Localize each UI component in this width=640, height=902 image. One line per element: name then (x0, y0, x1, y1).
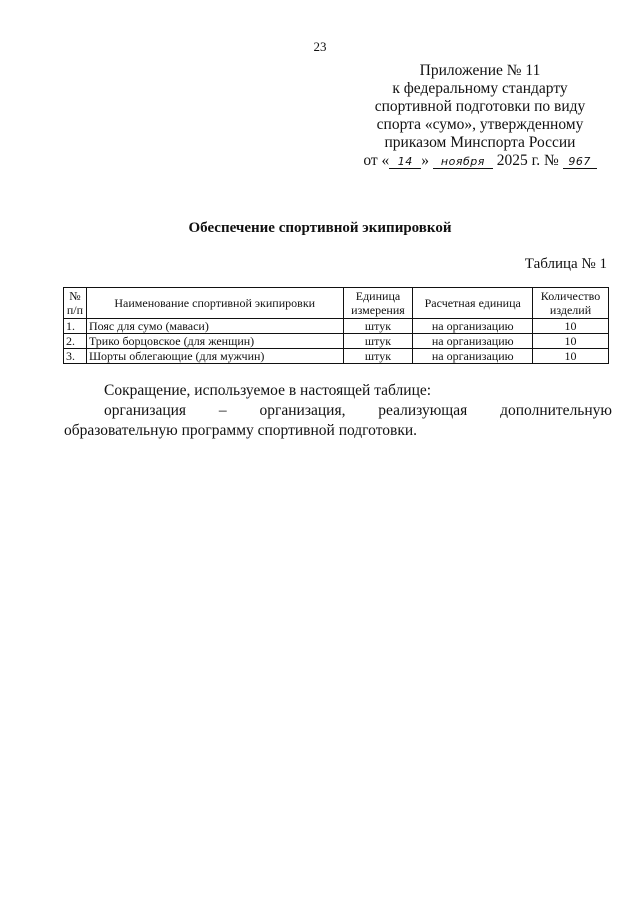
date-mid: » (421, 152, 430, 169)
cell-number: 3. (64, 349, 87, 364)
header-number: № п/п (64, 288, 87, 319)
handwritten-day: 14 (389, 156, 421, 169)
appendix-line: Приложение № 11 (419, 62, 541, 79)
page-number: 23 (313, 39, 327, 54)
handwritten-order-number: 967 (563, 156, 597, 169)
table-note (64, 381, 612, 441)
cell-quantity: 10 (533, 349, 609, 364)
date-prefix: от « (363, 152, 390, 169)
appendix-date-line (330, 152, 630, 170)
table-label: Таблица № 1 (524, 256, 607, 272)
header-unit: Единица измерения (343, 288, 413, 319)
note-definition: организация – организация, реализующая дополнительную образовательную программу спортивной подготовки. (64, 402, 612, 439)
cell-quantity: 10 (533, 334, 609, 349)
cell-name: Трико борцовское (для женщин) (86, 334, 343, 349)
document-title: Обеспечение спортивной экипировкой (188, 220, 452, 236)
cell-unit: штук (343, 319, 413, 334)
note-line: Сокращение, используемое в настоящей таблице: (104, 382, 432, 399)
table-row (64, 319, 609, 334)
cell-name: Шорты облегающие (для мужчин) (86, 349, 343, 364)
cell-calc-unit: на организацию (413, 334, 533, 349)
cell-quantity: 10 (533, 319, 609, 334)
cell-name: Пояс для сумо (маваси) (86, 319, 343, 334)
header-name: Наименование спортивной экипировки (86, 288, 343, 319)
table-row (64, 349, 609, 364)
appendix-line: к федеральному стандарту (392, 80, 568, 97)
appendix-line: спортивной подготовки по виду (374, 98, 586, 115)
equipment-table (63, 287, 609, 364)
cell-number: 2. (64, 334, 87, 349)
cell-number: 1. (64, 319, 87, 334)
header-quantity: Количество изделий (533, 288, 609, 319)
appendix-header (330, 62, 630, 170)
header-calc-unit: Расчетная единица (413, 288, 533, 319)
appendix-line: спорта «сумо», утвержденному (376, 116, 584, 133)
table-row (64, 334, 609, 349)
appendix-line: приказом Минспорта России (384, 134, 576, 151)
cell-calc-unit: на организацию (413, 349, 533, 364)
cell-calc-unit: на организацию (413, 319, 533, 334)
cell-unit: штук (343, 349, 413, 364)
cell-unit: штук (343, 334, 413, 349)
handwritten-month: ноября (433, 156, 493, 169)
year-text: 2025 г. № (496, 152, 559, 169)
table-header-row (64, 288, 609, 319)
